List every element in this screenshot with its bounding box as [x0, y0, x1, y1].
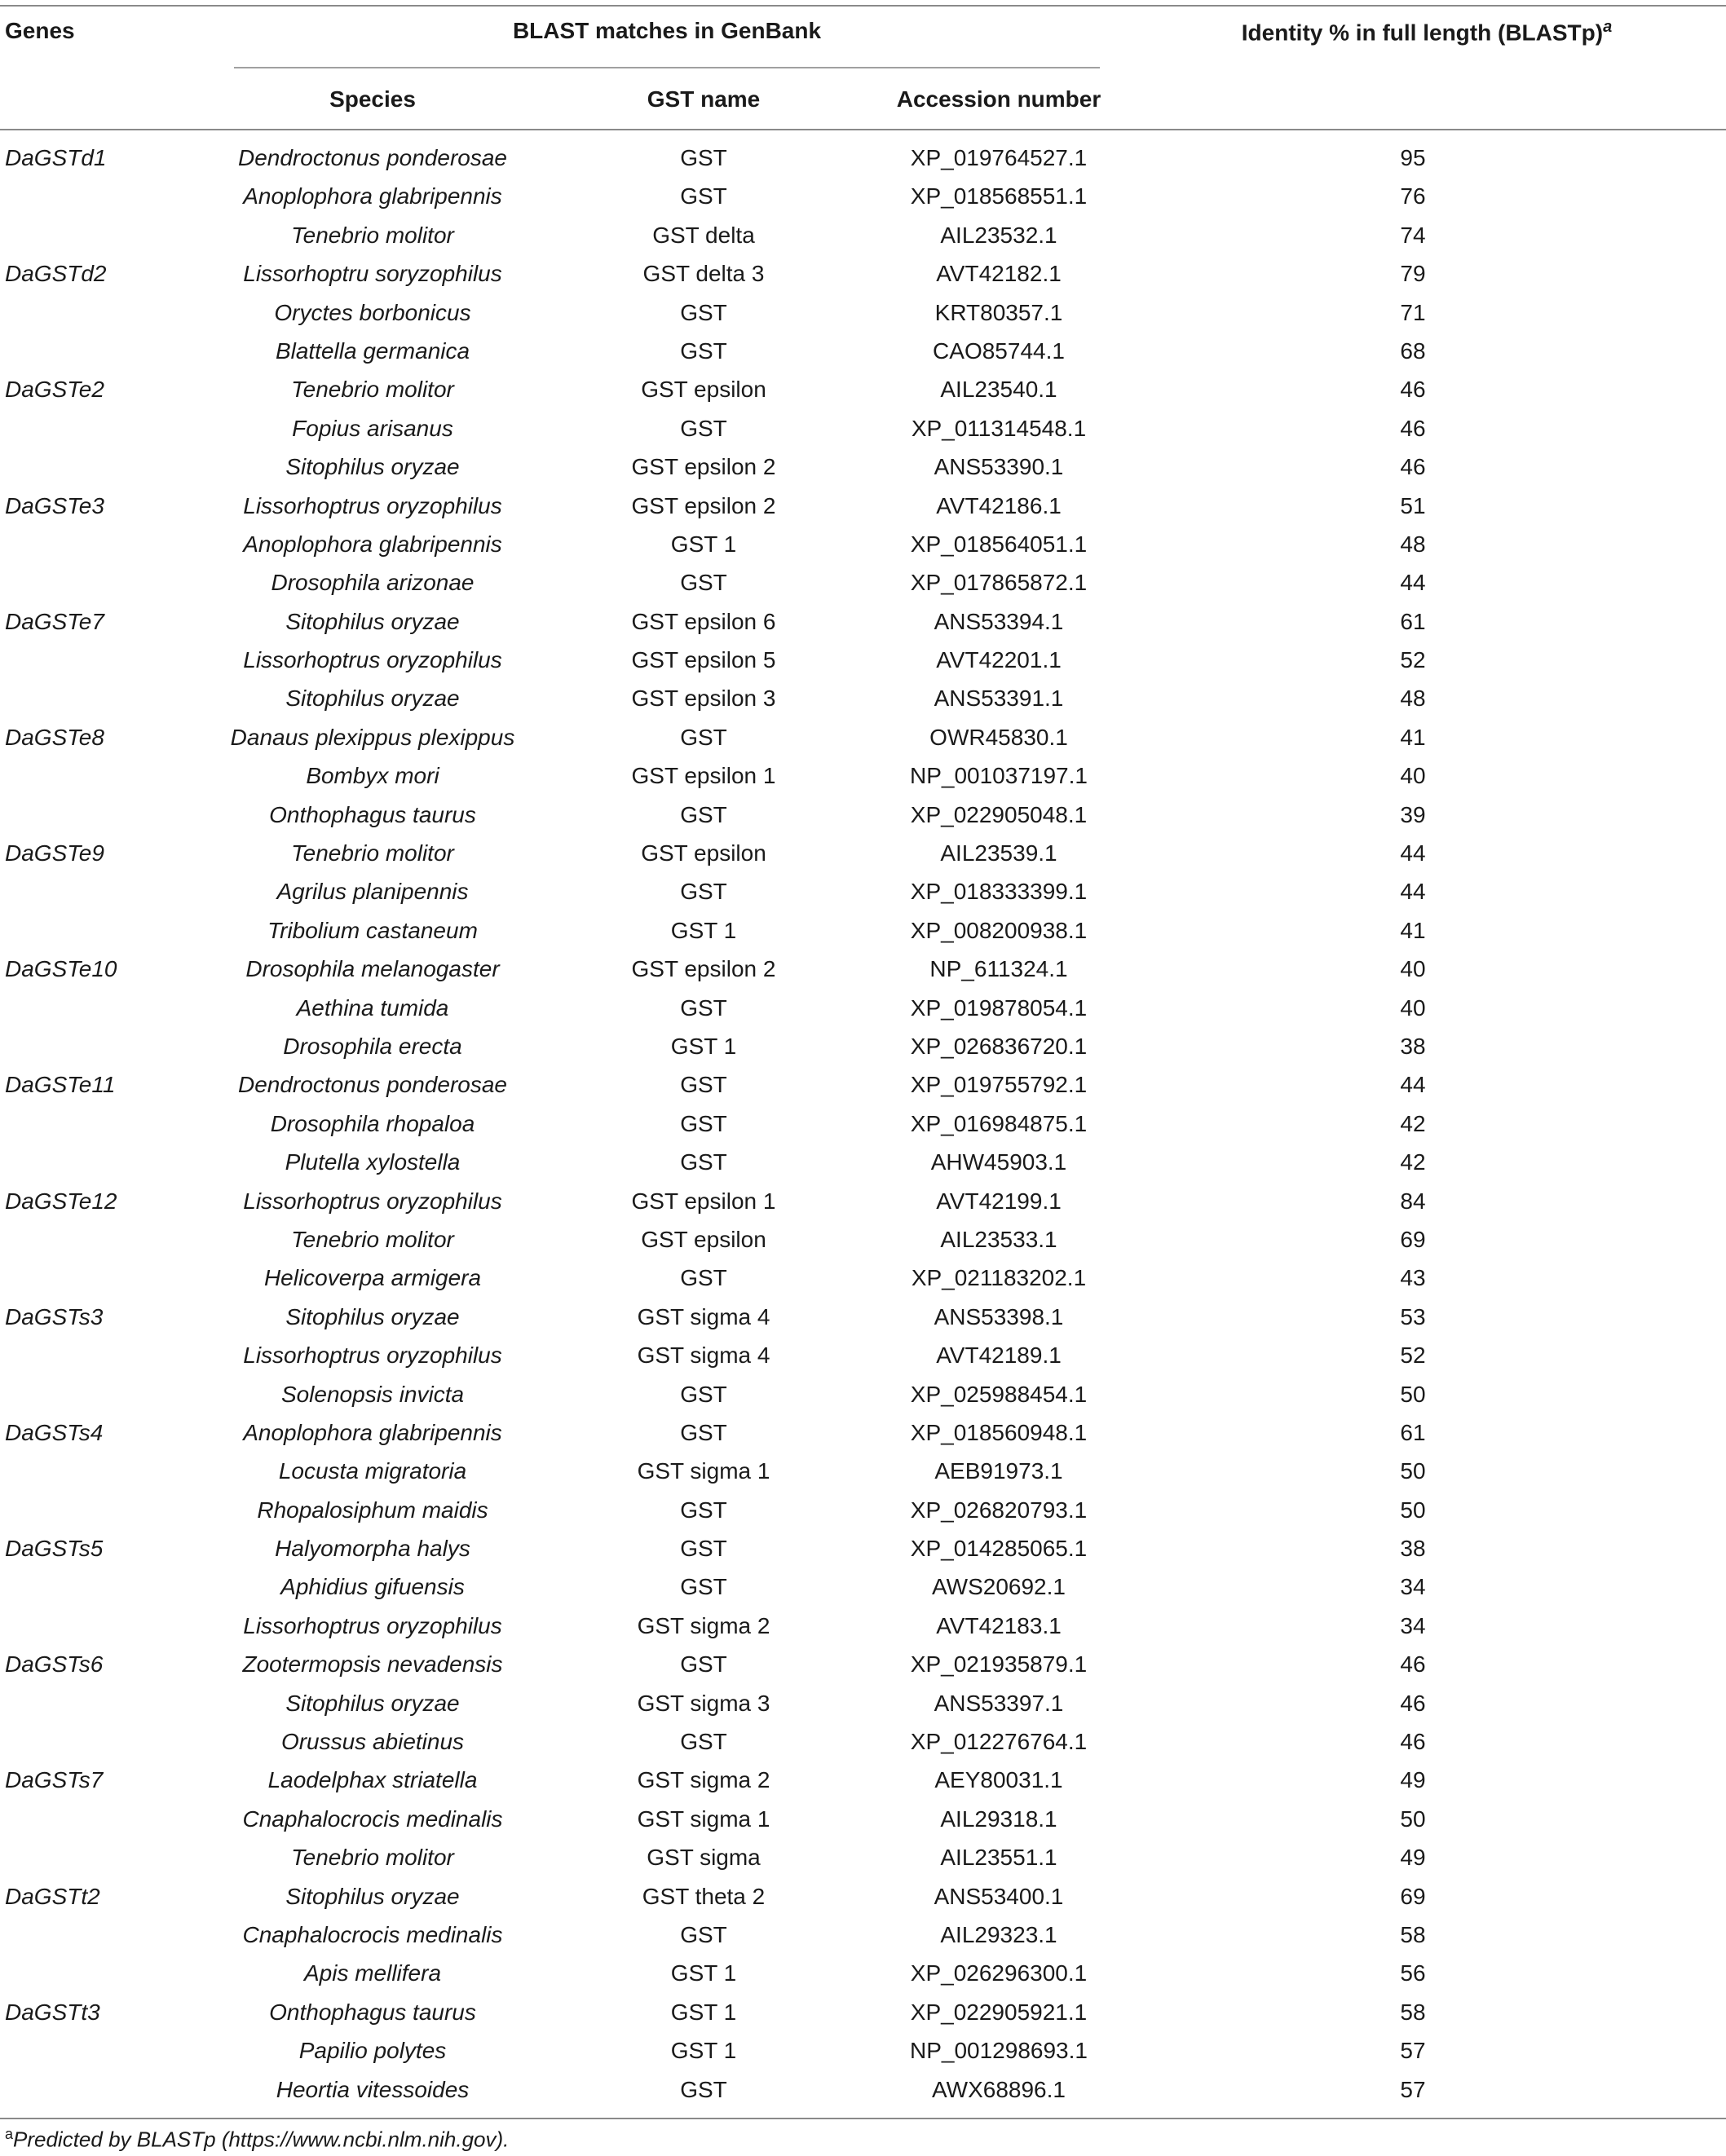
table-row	[0, 1065, 1726, 1104]
identity-cell: 57	[1400, 2076, 1426, 2102]
identity-cell: 51	[1400, 492, 1426, 518]
species-cell: Lissorhoptrus oryzophilus	[243, 1343, 502, 1369]
gst-name-cell: GST	[680, 1536, 727, 1562]
accession-cell: AIL23551.1	[940, 1845, 1057, 1871]
species-cell: Lissorhoptrus oryzophilus	[243, 647, 502, 673]
identity-cell: 40	[1400, 956, 1426, 982]
identity-cell: 95	[1400, 145, 1426, 170]
table-row	[0, 1104, 1726, 1143]
species-cell: Lissorhoptrus oryzophilus	[243, 492, 502, 518]
species-cell: Onthophagus taurus	[269, 801, 476, 827]
identity-cell: 50	[1400, 1497, 1426, 1523]
species-cell: Onthophagus taurus	[269, 1999, 476, 2025]
table-top-rule	[0, 5, 1726, 7]
accession-cell: ANS53398.1	[934, 1303, 1064, 1329]
table-row	[0, 679, 1726, 717]
identity-cell: 50	[1400, 1381, 1426, 1407]
identity-cell: 34	[1400, 1574, 1426, 1600]
species-cell: Lissorhoptrus oryzophilus	[243, 1612, 502, 1638]
accession-cell: NP_611324.1	[929, 956, 1068, 982]
gst-name-cell: GST	[680, 415, 727, 441]
accession-cell: XP_018568551.1	[910, 183, 1088, 209]
table-row	[0, 1722, 1726, 1761]
species-cell: Anoplophora glabripennis	[243, 183, 502, 209]
table-row	[0, 487, 1726, 525]
accession-cell: XP_026820793.1	[910, 1497, 1088, 1523]
identity-cell: 38	[1400, 1536, 1426, 1562]
accession-cell: NP_001298693.1	[910, 2038, 1088, 2064]
gst-name-cell: GST	[680, 801, 727, 827]
footnote-text: Predicted by BLASTp (https://www.ncbi.nlm.nih.gov).	[13, 2127, 510, 2152]
identity-cell: 48	[1400, 686, 1426, 712]
identity-cell: 74	[1400, 222, 1426, 248]
species-cell: Lissorhoptrus oryzophilus	[243, 1188, 502, 1214]
identity-cell: 84	[1400, 1188, 1426, 1214]
table-row	[0, 1413, 1726, 1452]
identity-cell: 49	[1400, 1767, 1426, 1793]
accession-cell: XP_011314548.1	[911, 415, 1087, 441]
table-row	[0, 293, 1726, 332]
table-row	[0, 448, 1726, 486]
gst-name-cell: GST	[680, 1651, 727, 1678]
gst-name-cell: GST	[680, 724, 727, 750]
table-bottom-rule	[0, 2118, 1726, 2119]
gst-name-cell: GST 1	[670, 1999, 737, 2025]
accession-cell: XP_026296300.1	[910, 1960, 1088, 1986]
table-row	[0, 834, 1726, 872]
accession-cell: AVT42182.1	[936, 261, 1062, 287]
table-row	[0, 332, 1726, 370]
accession-cell: XP_012276764.1	[910, 1729, 1088, 1755]
identity-cell: 52	[1400, 647, 1426, 673]
table-row	[0, 1916, 1726, 1954]
identity-cell: 44	[1400, 570, 1426, 596]
gst-name-cell: GST delta	[652, 222, 755, 248]
gst-name-cell: GST sigma 4	[637, 1303, 770, 1329]
table-row	[0, 409, 1726, 448]
species-cell: Sitophilus oryzae	[285, 1690, 460, 1716]
header-identity	[1133, 18, 1720, 46]
identity-cell: 57	[1400, 2038, 1426, 2064]
gst-name-cell: GST 1	[670, 1960, 737, 1986]
gst-name-cell: GST	[680, 1497, 727, 1523]
accession-cell: AIL29323.1	[940, 1921, 1057, 1947]
identity-cell: 40	[1400, 763, 1426, 789]
identity-cell: 46	[1400, 1729, 1426, 1755]
gst-name-cell: GST sigma 1	[637, 1458, 770, 1484]
accession-cell: AHW45903.1	[930, 1149, 1067, 1175]
species-cell: Drosophila melanogaster	[245, 956, 500, 982]
table-body	[0, 139, 1726, 2109]
identity-cell: 46	[1400, 415, 1426, 441]
species-cell: Lissorhoptru soryzophilus	[243, 261, 502, 287]
header-identity-label: Identity % in full length (BLASTp)	[1241, 20, 1604, 46]
identity-cell: 69	[1400, 1226, 1426, 1252]
species-cell: Oryctes borbonicus	[274, 299, 471, 325]
species-cell: Orussus abietinus	[280, 1729, 465, 1755]
table-row	[0, 216, 1726, 254]
gst-name-cell: GST epsilon 3	[631, 686, 776, 712]
identity-cell: 56	[1400, 1960, 1426, 1986]
accession-cell: ANS53391.1	[934, 686, 1064, 712]
identity-cell: 48	[1400, 531, 1426, 557]
species-cell: Drosophila arizonae	[271, 570, 475, 596]
accession-cell: AIL23540.1	[940, 377, 1057, 403]
table-row	[0, 1761, 1726, 1799]
accession-cell: CAO85744.1	[933, 337, 1065, 364]
accession-cell: KRT80357.1	[934, 299, 1063, 325]
accession-cell: XP_016984875.1	[910, 1110, 1088, 1136]
accession-cell: XP_026836720.1	[910, 1033, 1088, 1059]
species-cell: Tenebrio molitor	[291, 377, 454, 403]
table-row	[0, 177, 1726, 215]
gst-name-cell: GST sigma 3	[637, 1690, 770, 1716]
accession-cell: AWX68896.1	[932, 2076, 1066, 2102]
species-cell: Tribolium castaneum	[267, 917, 478, 943]
header-identity-footnote-mark: a	[1603, 18, 1613, 36]
gene-cell: DaGSTe7	[5, 608, 104, 634]
accession-cell: AVT42201.1	[936, 647, 1062, 673]
species-cell: Apis mellifera	[303, 1960, 442, 1986]
accession-cell: OWR45830.1	[929, 724, 1068, 750]
gst-name-cell: GST	[680, 879, 727, 905]
gst-name-cell: GST	[680, 1381, 727, 1407]
table-row	[0, 796, 1726, 834]
gst-name-cell: GST	[680, 1729, 727, 1755]
gst-name-cell: GST delta 3	[642, 261, 765, 287]
identity-cell: 61	[1400, 608, 1426, 634]
gst-name-cell: GST	[680, 994, 727, 1021]
accession-cell: AEY80031.1	[934, 1767, 1063, 1793]
gst-name-cell: GST 1	[670, 2038, 737, 2064]
accession-cell: AEB91973.1	[934, 1458, 1063, 1484]
gene-cell: DaGSTs3	[5, 1303, 104, 1329]
table-row	[0, 1993, 1726, 2031]
gst-name-cell: GST sigma	[647, 1845, 761, 1871]
header-blast-matches: BLAST matches in GenBank	[512, 18, 822, 43]
accession-cell: XP_008200938.1	[910, 917, 1088, 943]
table-row	[0, 1220, 1726, 1259]
accession-cell: ANS53394.1	[934, 608, 1064, 634]
gene-cell: DaGSTe3	[5, 492, 104, 518]
accession-cell: AVT42199.1	[936, 1188, 1062, 1214]
species-cell: Tenebrio molitor	[291, 840, 454, 866]
gene-cell: DaGSTs5	[5, 1536, 104, 1562]
identity-cell: 50	[1400, 1805, 1426, 1832]
gst-name-cell: GST	[680, 145, 727, 170]
table-row	[0, 1336, 1726, 1374]
identity-cell: 44	[1400, 1072, 1426, 1098]
gene-cell: DaGSTs6	[5, 1651, 104, 1678]
table-row	[0, 1567, 1726, 1606]
gst-name-cell: GST	[680, 1574, 727, 1600]
gst-name-cell: GST sigma 1	[637, 1805, 770, 1832]
table-row	[0, 1800, 1726, 1838]
accession-cell: XP_021935879.1	[910, 1651, 1088, 1678]
table-row	[0, 1452, 1726, 1490]
accession-cell: XP_022905048.1	[910, 801, 1088, 827]
gst-name-cell: GST	[680, 570, 727, 596]
footnote-mark: a	[5, 2126, 14, 2142]
identity-cell: 46	[1400, 1651, 1426, 1678]
species-cell: Sitophilus oryzae	[285, 608, 460, 634]
accession-cell: AVT42189.1	[936, 1343, 1062, 1369]
header-bottom-rule	[0, 129, 1726, 130]
gene-cell: DaGSTt3	[5, 1999, 100, 2025]
accession-cell: XP_014285065.1	[910, 1536, 1088, 1562]
species-cell: Papilio polytes	[298, 2038, 447, 2064]
accession-cell: AIL23532.1	[940, 222, 1057, 248]
table-row	[0, 2031, 1726, 2070]
identity-cell: 76	[1400, 183, 1426, 209]
accession-cell: XP_019755792.1	[910, 1072, 1088, 1098]
identity-cell: 69	[1400, 1883, 1426, 1909]
gene-cell: DaGSTt2	[5, 1883, 100, 1909]
identity-cell: 49	[1400, 1845, 1426, 1871]
species-cell: Rhopalosiphum maidis	[257, 1497, 488, 1523]
gst-name-cell: GST	[680, 337, 727, 364]
gst-name-cell: GST	[680, 299, 727, 325]
species-cell: Danaus plexippus plexippus	[230, 724, 515, 750]
table-row	[0, 1684, 1726, 1722]
gst-name-cell: GST epsilon	[641, 840, 766, 866]
table-row	[0, 602, 1726, 641]
species-cell: Cnaphalocrocis medinalis	[242, 1921, 503, 1947]
blast-span-rule	[234, 67, 1100, 68]
identity-cell: 44	[1400, 840, 1426, 866]
accession-cell: ANS53390.1	[934, 454, 1064, 480]
gst-name-cell: GST theta 2	[642, 1883, 766, 1909]
header-genes: Genes	[5, 18, 75, 43]
identity-cell: 41	[1400, 917, 1426, 943]
species-cell: Plutella xylostella	[285, 1149, 461, 1175]
gst-name-cell: GST 1	[670, 1033, 737, 1059]
gene-cell: DaGSTs7	[5, 1767, 104, 1793]
species-cell: Drosophila rhopaloa	[270, 1110, 475, 1136]
table-row	[0, 1027, 1726, 1065]
gst-name-cell: GST sigma 2	[637, 1767, 770, 1793]
table-row	[0, 756, 1726, 795]
species-cell: Anoplophora glabripennis	[243, 531, 502, 557]
gst-name-cell: GST 1	[670, 917, 737, 943]
identity-cell: 58	[1400, 1921, 1426, 1947]
species-cell: Heortia vitessoides	[276, 2076, 470, 2102]
accession-cell: XP_018564051.1	[910, 531, 1088, 557]
header-species: Species	[329, 86, 416, 112]
gst-name-cell: GST sigma 2	[637, 1612, 770, 1638]
accession-cell: XP_019878054.1	[910, 994, 1088, 1021]
gene-cell: DaGSTe10	[5, 956, 117, 982]
gst-name-cell: GST sigma 4	[637, 1343, 770, 1369]
species-cell: Cnaphalocrocis medinalis	[242, 1805, 503, 1832]
table-row	[0, 525, 1726, 563]
species-cell: Tenebrio molitor	[291, 222, 454, 248]
species-cell: Aphidius gifuensis	[280, 1574, 465, 1600]
accession-cell: AIL23533.1	[940, 1226, 1057, 1252]
species-cell: Dendroctonus ponderosae	[237, 145, 507, 170]
species-cell: Locusta migratoria	[278, 1458, 467, 1484]
identity-cell: 71	[1400, 299, 1426, 325]
table-row	[0, 1491, 1726, 1529]
identity-cell: 34	[1400, 1612, 1426, 1638]
table-row	[0, 989, 1726, 1027]
accession-cell: XP_025988454.1	[910, 1381, 1088, 1407]
table-row	[0, 1645, 1726, 1683]
gst-name-cell: GST	[680, 1265, 727, 1291]
species-cell: Sitophilus oryzae	[285, 686, 460, 712]
table-row	[0, 1877, 1726, 1916]
species-cell: Drosophila erecta	[283, 1033, 462, 1059]
gene-cell: DaGSTe11	[5, 1072, 116, 1098]
identity-cell: 41	[1400, 724, 1426, 750]
accession-cell: XP_022905921.1	[910, 1999, 1088, 2025]
species-cell: Sitophilus oryzae	[285, 454, 460, 480]
species-cell: Tenebrio molitor	[291, 1845, 454, 1871]
table-row	[0, 1259, 1726, 1297]
table-row	[0, 1529, 1726, 1567]
table-row	[0, 1375, 1726, 1413]
table-row	[0, 563, 1726, 602]
accession-cell: XP_018560948.1	[910, 1419, 1088, 1445]
table-row	[0, 1607, 1726, 1645]
gst-name-cell: GST epsilon 2	[631, 956, 776, 982]
gene-cell: DaGSTd2	[5, 261, 107, 287]
identity-cell: 50	[1400, 1458, 1426, 1484]
gst-name-cell: GST	[680, 1110, 727, 1136]
identity-cell: 39	[1400, 801, 1426, 827]
gst-name-cell: GST	[680, 1419, 727, 1445]
identity-cell: 42	[1400, 1149, 1426, 1175]
table-row	[0, 254, 1726, 293]
gst-name-cell: GST epsilon 2	[631, 454, 776, 480]
table-row	[0, 950, 1726, 988]
accession-cell: AWS20692.1	[932, 1574, 1066, 1600]
accession-cell: XP_021183202.1	[911, 1265, 1087, 1291]
table-row	[0, 911, 1726, 950]
accession-cell: AIL29318.1	[940, 1805, 1057, 1832]
table-row	[0, 1838, 1726, 1876]
table-row	[0, 641, 1726, 679]
accession-cell: AVT42186.1	[936, 492, 1062, 518]
table-row	[0, 2070, 1726, 2109]
table-row	[0, 1298, 1726, 1336]
gst-name-cell: GST epsilon	[641, 377, 766, 403]
species-cell: Tenebrio molitor	[291, 1226, 454, 1252]
identity-cell: 42	[1400, 1110, 1426, 1136]
accession-cell: NP_001037197.1	[910, 763, 1088, 789]
species-cell: Helicoverpa armigera	[263, 1265, 482, 1291]
gst-name-cell: GST epsilon 1	[631, 1188, 776, 1214]
gst-name-cell: GST	[680, 1149, 727, 1175]
species-cell: Zootermopsis nevadensis	[242, 1651, 503, 1678]
gene-cell: DaGSTe8	[5, 724, 104, 750]
accession-cell: ANS53400.1	[934, 1883, 1064, 1909]
table-row	[0, 718, 1726, 756]
footnote	[5, 2126, 509, 2153]
gene-cell: DaGSTe12	[5, 1188, 117, 1214]
species-cell: Aethina tumida	[296, 994, 449, 1021]
accession-cell: ANS53397.1	[934, 1690, 1064, 1716]
gst-name-cell: GST	[680, 2076, 727, 2102]
identity-cell: 53	[1400, 1303, 1426, 1329]
table-row	[0, 1182, 1726, 1220]
table-row	[0, 1954, 1726, 1992]
species-cell: Anoplophora glabripennis	[243, 1419, 502, 1445]
gene-cell: DaGSTs4	[5, 1419, 104, 1445]
identity-cell: 52	[1400, 1343, 1426, 1369]
table-row	[0, 370, 1726, 408]
species-cell: Sitophilus oryzae	[285, 1883, 460, 1909]
gst-name-cell: GST 1	[670, 531, 737, 557]
species-cell: Solenopsis invicta	[280, 1381, 465, 1407]
gst-name-cell: GST	[680, 1072, 727, 1098]
identity-cell: 40	[1400, 994, 1426, 1021]
gene-cell: DaGSTe2	[5, 377, 104, 403]
identity-cell: 38	[1400, 1033, 1426, 1059]
identity-cell: 61	[1400, 1419, 1426, 1445]
species-cell: Halyomorpha halys	[275, 1536, 470, 1562]
species-cell: Agrilus planipennis	[276, 879, 469, 905]
identity-cell: 46	[1400, 377, 1426, 403]
gst-name-cell: GST	[680, 1921, 727, 1947]
identity-cell: 43	[1400, 1265, 1426, 1291]
identity-cell: 46	[1400, 454, 1426, 480]
species-cell: Sitophilus oryzae	[285, 1303, 460, 1329]
identity-cell: 46	[1400, 1690, 1426, 1716]
accession-cell: AIL23539.1	[940, 840, 1057, 866]
gst-name-cell: GST	[680, 183, 727, 209]
gene-cell: DaGSTe9	[5, 840, 104, 866]
gst-name-cell: GST epsilon 1	[631, 763, 776, 789]
header-gst-name: GST name	[647, 86, 761, 112]
table-row	[0, 1143, 1726, 1181]
species-cell: Fopius arisanus	[292, 415, 453, 441]
gst-name-cell: GST epsilon	[641, 1226, 766, 1252]
header-accession-number: Accession number	[896, 86, 1101, 112]
accession-cell: XP_019764527.1	[910, 145, 1088, 170]
species-cell: Dendroctonus ponderosae	[237, 1072, 507, 1098]
accession-cell: AVT42183.1	[936, 1612, 1062, 1638]
identity-cell: 79	[1400, 261, 1426, 287]
table-row	[0, 139, 1726, 177]
accession-cell: XP_018333399.1	[910, 879, 1088, 905]
species-cell: Bombyx mori	[306, 763, 439, 789]
species-cell: Laodelphax striatella	[267, 1767, 478, 1793]
gst-name-cell: GST epsilon 5	[631, 647, 776, 673]
species-cell: Blattella germanica	[275, 337, 470, 364]
gene-cell: DaGSTd1	[5, 145, 107, 170]
table-row	[0, 872, 1726, 910]
gst-name-cell: GST epsilon 2	[631, 492, 776, 518]
identity-cell: 68	[1400, 337, 1426, 364]
gst-name-cell: GST epsilon 6	[631, 608, 776, 634]
accession-cell: XP_017865872.1	[910, 570, 1088, 596]
identity-cell: 58	[1400, 1999, 1426, 2025]
identity-cell: 44	[1400, 879, 1426, 905]
